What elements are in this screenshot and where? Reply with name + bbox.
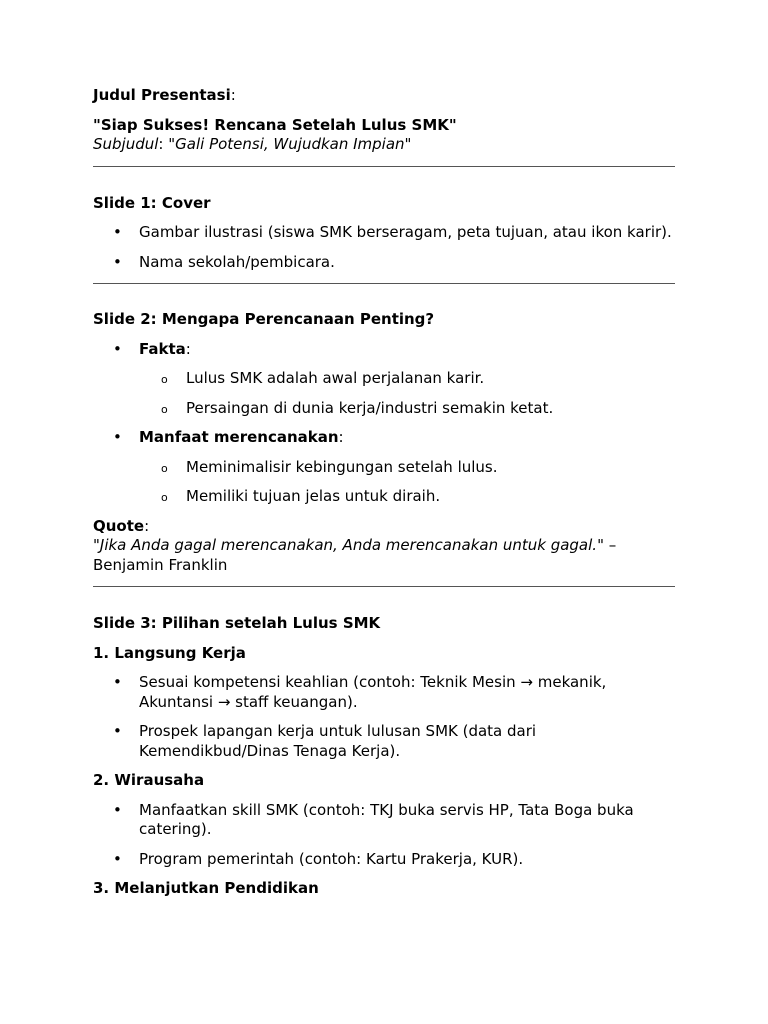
- colon: :: [144, 516, 150, 535]
- sub-bullet-icon: o: [161, 402, 168, 416]
- quote-label-line: [93, 517, 675, 537]
- sub-list-item-text: Memiliki tujuan jelas untuk diraih.: [186, 487, 441, 505]
- slide1-heading: Slide 1: Cover: [93, 193, 211, 212]
- sub-bullet-icon: o: [161, 461, 168, 475]
- option3-heading: 3. Melanjutkan Pendidikan: [93, 879, 319, 897]
- divider: [93, 283, 675, 284]
- sub-list-item: [93, 399, 675, 419]
- divider: [93, 586, 675, 587]
- option2-bullet-list: [93, 801, 675, 870]
- bullet-icon: •: [113, 252, 122, 271]
- sub-list-item-text: Persaingan di dunia kerja/industri semakin ketat.: [186, 398, 554, 417]
- bullet-icon: •: [113, 800, 122, 819]
- list-item: [93, 801, 675, 840]
- sub-list-item: [93, 487, 675, 507]
- list-item-text: Nama sekolah/pembicara.: [139, 252, 335, 271]
- list-item: [93, 673, 675, 712]
- slide3-heading: Slide 3: Pilihan setelah Lulus SMK: [93, 614, 381, 632]
- list-item: [93, 850, 675, 870]
- subjudul-value: Gali Potensi, Wujudkan Impian: [175, 135, 405, 153]
- bullet-icon: •: [113, 223, 122, 241]
- quote-label: Quote: [93, 516, 145, 535]
- list-item: [93, 223, 675, 243]
- subjudul-line: [93, 135, 675, 155]
- judul-line: [93, 86, 675, 106]
- quote-text-line: [93, 536, 675, 575]
- sub-list-item: [93, 369, 675, 389]
- list-item: [93, 722, 675, 761]
- option1-heading: 1. Langsung Kerja: [93, 643, 246, 662]
- list-item-text: Program pemerintah (contoh: Kartu Prakerja, KUR).: [139, 849, 524, 868]
- list-item-text: Sesuai kompetensi keahlian (contoh: Teknik Mesin → mekanik, Akuntansi → staff keuangan).: [139, 673, 607, 711]
- quote-close: " –: [597, 536, 617, 554]
- sub-list-item-text: Lulus SMK adalah awal perjalanan karir.: [186, 369, 485, 387]
- bullet-icon: •: [113, 722, 122, 740]
- list-item: [93, 340, 675, 419]
- quote-open: ": [93, 536, 100, 554]
- sub-list-item: [93, 458, 675, 478]
- list-item-text: Prospek lapangan kerja untuk lulusan SMK (data dari Kemendikbud/Dinas Tenaga Kerja).: [139, 722, 537, 760]
- presentation-title-text: "Siap Sukses! Rencana Setelah Lulus SMK": [93, 115, 457, 134]
- subjudul-end: ": [404, 135, 412, 153]
- presentation-title: [93, 116, 675, 136]
- list-item: [93, 253, 675, 273]
- judul-colon: :: [230, 86, 236, 104]
- list-item-text: Gambar ilustrasi (siswa SMK berseragam, peta tujuan, atau ikon karir).: [139, 223, 672, 241]
- bullet-icon: •: [113, 673, 122, 691]
- slide1-bullet-list: [93, 223, 675, 272]
- fakta-sub-list: [139, 369, 675, 418]
- list-item-text: Manfaatkan skill SMK (contoh: TKJ buka servis HP, Tata Boga buka catering).: [139, 800, 634, 838]
- bullet-icon: •: [113, 849, 122, 868]
- subjudul-sep: : ": [158, 135, 176, 153]
- colon: :: [185, 339, 191, 358]
- quote-text: Jika Anda gagal merencanakan, Anda merencanakan untuk gagal.: [99, 536, 598, 554]
- subjudul-label: Subjudul: [93, 135, 159, 153]
- fakta-label: Fakta: [139, 339, 186, 358]
- manfaat-label: Manfaat merencanakan: [139, 428, 339, 446]
- option1-bullet-list: [93, 673, 675, 761]
- slide2-bullet-list: [93, 340, 675, 507]
- document-content: [93, 86, 675, 899]
- sub-list-item-text: Meminimalisir kebingungan setelah lulus.: [186, 457, 498, 476]
- slide2-heading: Slide 2: Mengapa Perencanaan Penting?: [93, 310, 435, 328]
- judul-label: Judul Presentasi: [93, 86, 231, 104]
- divider: [93, 166, 675, 167]
- manfaat-sub-list: [139, 458, 675, 507]
- sub-bullet-icon: o: [161, 373, 168, 386]
- colon: :: [338, 428, 344, 446]
- option2-heading: 2. Wirausaha: [93, 771, 205, 789]
- bullet-icon: •: [113, 339, 122, 358]
- bullet-icon: •: [113, 428, 122, 446]
- list-item: [93, 428, 675, 507]
- sub-bullet-icon: o: [161, 491, 168, 504]
- quote-author: Benjamin Franklin: [93, 555, 228, 574]
